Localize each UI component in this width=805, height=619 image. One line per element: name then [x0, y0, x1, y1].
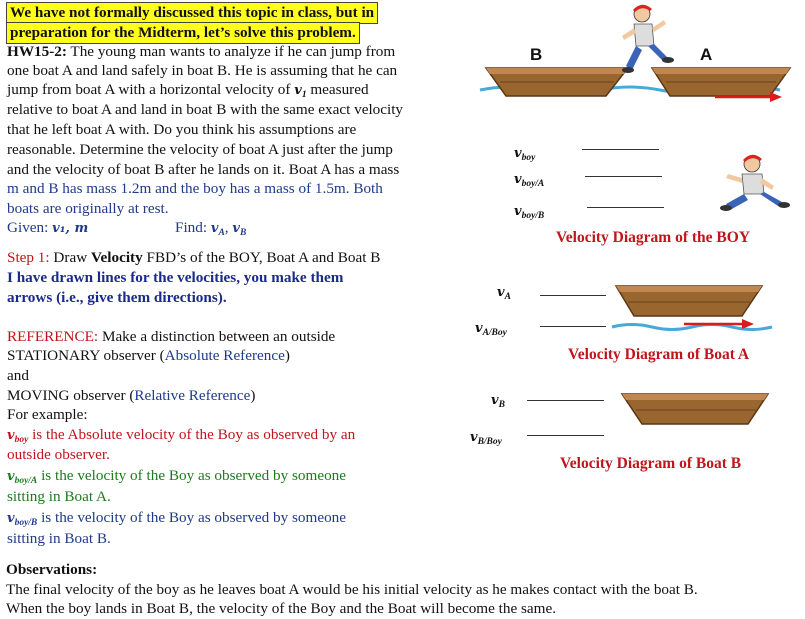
caption-boat-a: Velocity Diagram of Boat A [568, 346, 750, 363]
reference-example: For example: [7, 406, 88, 423]
example-3: $v_{boy/B}$ is the velocity of the Boy as observed by someone [7, 509, 347, 528]
boat-a-icon [652, 68, 790, 96]
line-v-boy-b [587, 207, 664, 208]
boy-jumping-icon [622, 5, 674, 73]
example-3-cont: sitting in Boat B. [7, 530, 111, 547]
highlight-line-2: preparation for the Midterm, let’s solve this problem. [6, 22, 360, 44]
problem-line-8: m and B has mass 1.2m and the boy has a mass of 1.5m. Both [7, 180, 383, 197]
example-2: $v_{boy/A}$ is the velocity of the Boy as observed by someone [7, 467, 347, 486]
line-v-a [540, 295, 606, 296]
top-illustration [480, 0, 790, 110]
line-v-b [527, 400, 604, 401]
highlight-line-1: We have not formally discussed this topic in class, but in [6, 2, 378, 24]
reference-line-3: MOVING observer (Relative Reference) [7, 387, 256, 404]
boy-running-icon [712, 150, 792, 220]
problem-line-6: reasonable. Determine the velocity of boat A just after the jump [7, 141, 393, 158]
boat-b-icon [486, 68, 628, 96]
boat-b-diagram-icon [622, 390, 772, 440]
observations-line-1: The final velocity of the boy as he leaves boat A would be his initial velocity as he makes contact with the boat B. [6, 581, 698, 598]
label-v-boy: $v_{boy}$ [514, 146, 536, 163]
caption-boat-b: Velocity Diagram of Boat B [560, 455, 742, 472]
problem-line-9: boats are originally at rest. [7, 200, 169, 217]
problem-line-7: and the velocity of boat B after he lands on it. Boat A has a mass [7, 161, 400, 178]
label-v-boy-a: $v_{boy/A}$ [514, 172, 545, 189]
line-v-boy [582, 149, 659, 150]
given-line: Given: v₁, m [7, 219, 89, 236]
reference-line-1: REFERENCE: Make a distinction between an outside [7, 328, 336, 345]
boat-a-diagram-icon [612, 282, 772, 342]
problem-line-2: one boat A and land safely in boat B. He is assuming that he can [7, 62, 398, 79]
line-v-a-boy [540, 326, 606, 327]
caption-boy: Velocity Diagram of the BOY [556, 229, 751, 246]
label-v-a: $v_A$ [497, 285, 511, 302]
reference-line-2: STATIONARY observer (Absolute Reference) [7, 347, 290, 364]
example-2-cont: sitting in Boat A. [7, 488, 111, 505]
problem-line-3: jump from boat A with a horizontal velocity of $v_1$ measured [7, 81, 369, 100]
example-1-cont: outside observer. [7, 446, 110, 463]
observations-line-2: When the boy lands in Boat B, the velocity of the Boy and the Boat will become the same. [6, 600, 556, 617]
line-v-b-boy [527, 435, 604, 436]
example-1: $v_{boy}$ is the Absolute velocity of the Boy as observed by an [7, 426, 356, 445]
find-line: Find: $v_A$, $v_B$ [175, 219, 247, 238]
label-v-a-boy: $v_{A/Boy}$ [475, 321, 507, 338]
step1-instruction-1: I have drawn lines for the velocities, you make them [7, 269, 344, 286]
boat-a-label: A [700, 45, 713, 64]
problem-line-5: that he left boat A with. Do you think his assumptions are [7, 121, 357, 138]
label-v-b: $v_B$ [491, 393, 505, 410]
observations-title: Observations: [6, 561, 98, 578]
label-v-boy-b: $v_{boy/B}$ [514, 204, 545, 221]
step1-heading: Step 1: Draw Velocity FBD’s of the BOY, Boat A and Boat B [7, 249, 381, 266]
problem-line-1: HW15-2: The young man wants to analyze if he can jump from [7, 43, 396, 60]
step1-instruction-2: arrows (i.e., give them directions). [7, 289, 227, 306]
line-v-boy-a [585, 176, 662, 177]
label-v-b-boy: $v_{B/Boy}$ [470, 430, 502, 447]
boat-b-label: B [530, 45, 543, 64]
problem-line-4: relative to boat A and land in boat B with the same exact velocity [7, 101, 404, 118]
reference-and: and [7, 367, 29, 384]
